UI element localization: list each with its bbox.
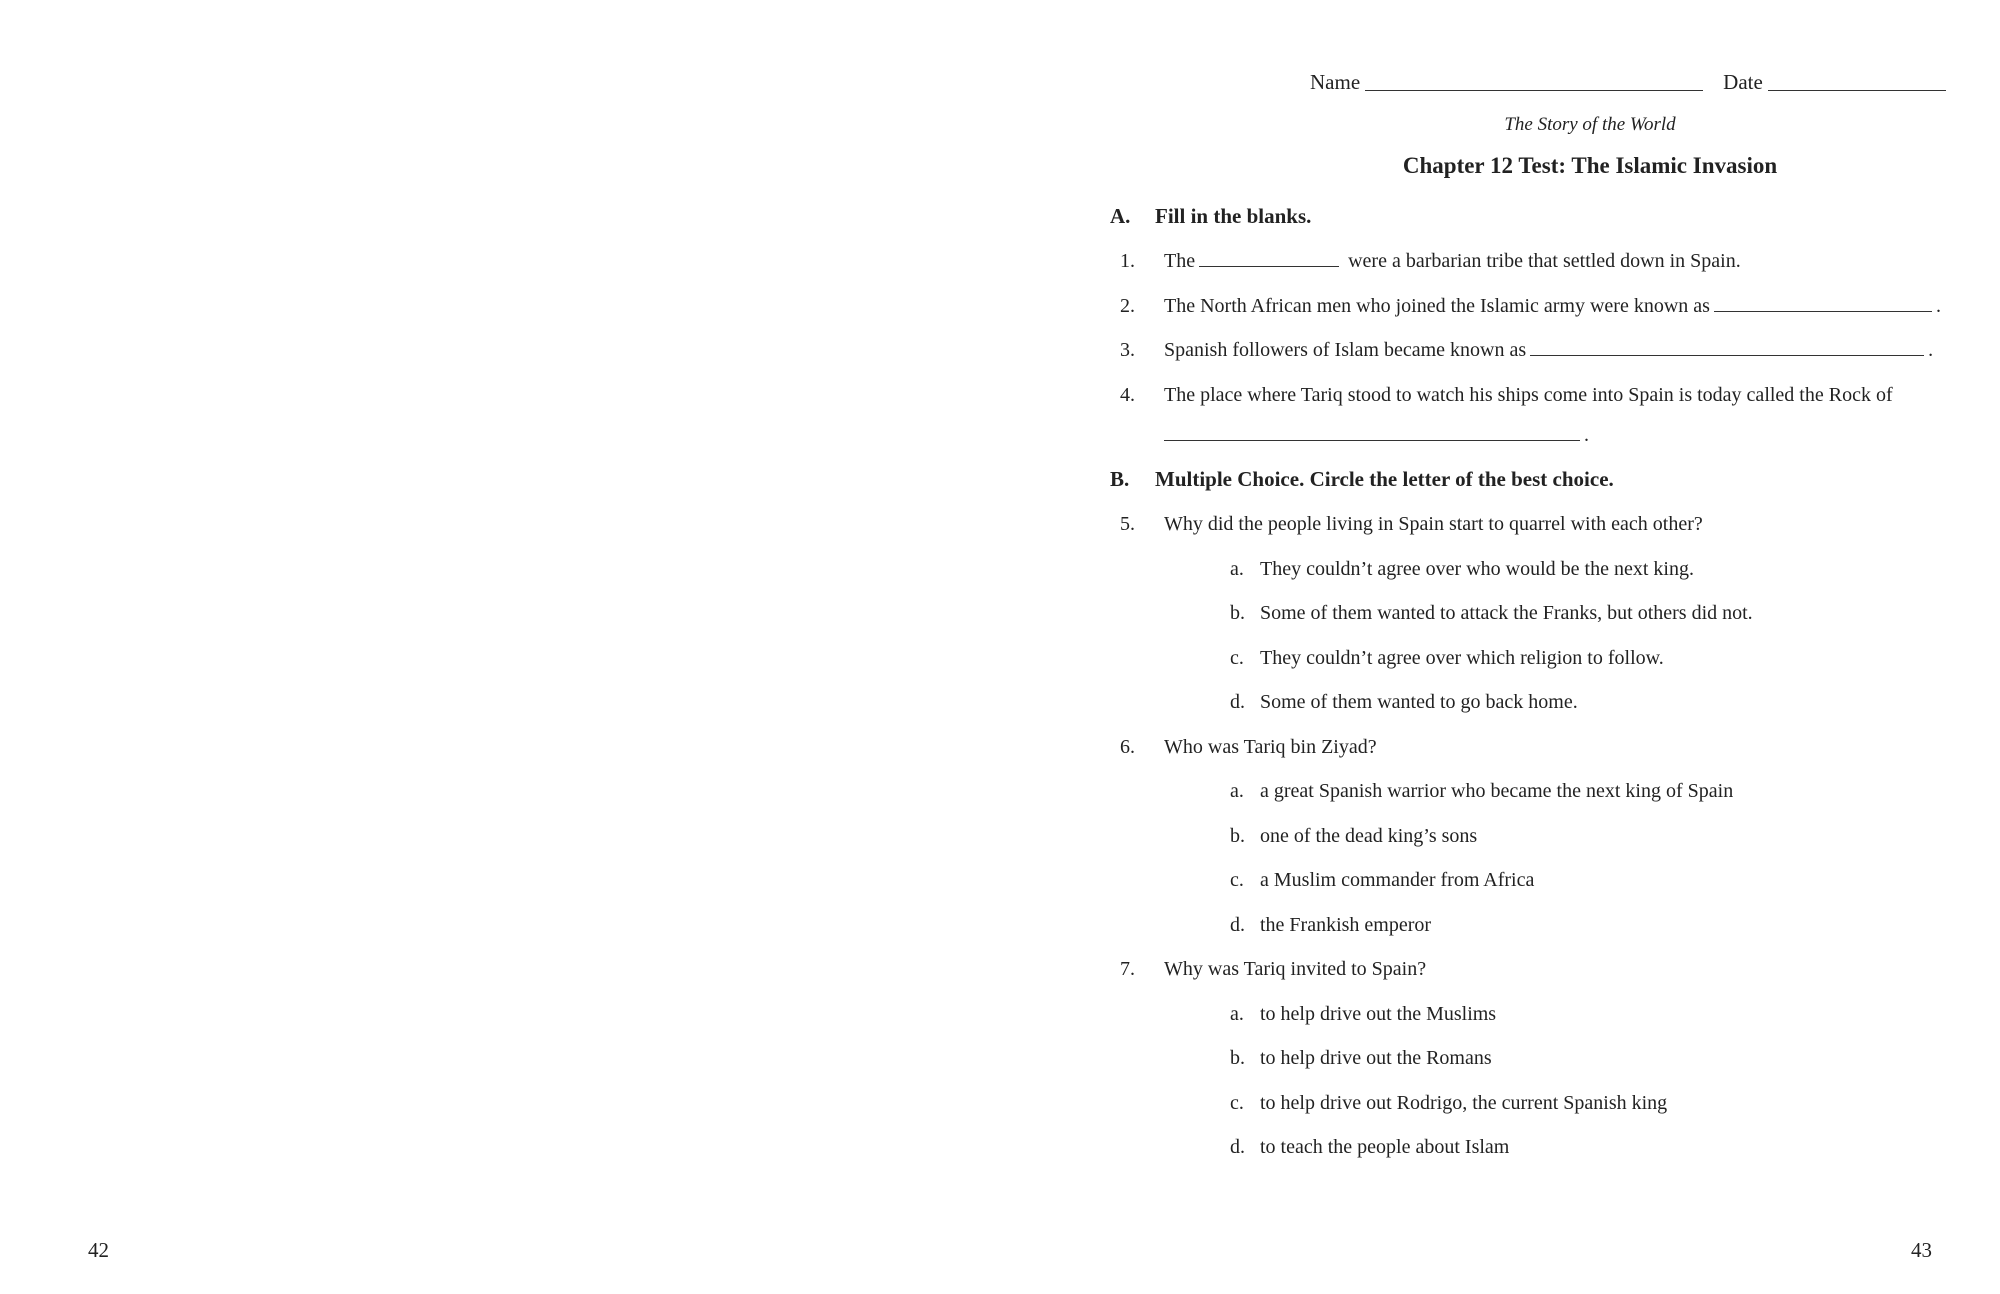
question-text-after: . [1935,295,1941,317]
question-text-before: The place where Tariq stood to watch his ships come into Spain is today called the Rock of [1164,384,1893,406]
choice-option[interactable] [1230,911,1431,939]
choice-text: Some of them wanted to go back home. [1260,691,1578,713]
name-date-line [1310,68,1940,98]
choice-letter: c. [1230,647,1244,669]
page-number-right: 43 [1911,1238,1932,1262]
section-letter: A. [1110,204,1131,228]
choice-letter: a. [1230,558,1244,580]
choice-letter: d. [1230,914,1245,936]
question-text-after: . [1584,424,1589,446]
question-text-before: The [1164,250,1196,272]
choice-text: to help drive out the Romans [1260,1047,1492,1069]
question-4-answer-line [1164,421,1589,449]
choice-text: to help drive out Rodrigo, the current Spanish king [1260,1092,1668,1114]
choice-text: to help drive out the Muslims [1260,1003,1497,1025]
answer-blank[interactable] [1199,248,1339,267]
answer-blank[interactable] [1164,422,1580,441]
choice-option[interactable] [1230,1089,1667,1117]
section-title: Fill in the blanks. [1155,204,1312,228]
choice-option[interactable] [1230,1000,1496,1028]
choice-letter: d. [1230,1136,1245,1158]
choice-option[interactable] [1230,688,1578,716]
section-letter: B. [1110,467,1130,491]
choice-option[interactable] [1230,555,1694,583]
question-number: 4. [1120,384,1135,406]
page-number-left: 42 [88,1238,109,1262]
answer-blank[interactable] [1714,293,1932,312]
choice-text: a great Spanish warrior who became the next king of Spain [1260,780,1734,802]
question-6 [1120,733,1377,761]
question-7 [1120,955,1426,983]
question-text: Why did the people living in Spain start to quarrel with each other? [1164,513,1703,535]
series-title: The Story of the World [1504,114,1676,135]
question-text-after: . [1928,339,1934,361]
section-b-heading [1110,465,1614,493]
section-a-heading [1110,202,1311,230]
choice-text: to teach the people about Islam [1260,1136,1510,1158]
question-text-before: The North African men who joined the Islamic army were known as [1164,295,1710,317]
question-text: Who was Tariq bin Ziyad? [1164,736,1377,758]
choice-letter: a. [1230,780,1244,802]
question-3 [1120,336,1933,364]
date-label: Date [1723,70,1763,94]
choice-letter: b. [1230,825,1245,847]
question-text: Why was Tariq invited to Spain? [1164,958,1427,980]
choice-option[interactable] [1230,599,1753,627]
choice-option[interactable] [1230,777,1733,805]
choice-text: one of the dead king’s sons [1260,825,1478,847]
choice-text: the Frankish emperor [1260,914,1432,936]
choice-letter: b. [1230,1047,1245,1069]
choice-option[interactable] [1230,644,1664,672]
question-number: 5. [1120,513,1135,535]
choice-letter: c. [1230,1092,1244,1114]
date-field[interactable] [1768,68,1946,91]
choice-letter: d. [1230,691,1245,713]
name-label: Name [1310,70,1361,94]
choice-text: They couldn’t agree over which religion to follow. [1260,647,1664,669]
chapter-title: Chapter 12 Test: The Islamic Invasion [1402,153,1778,178]
question-5 [1120,510,1703,538]
choice-text: a Muslim commander from Africa [1260,869,1535,891]
choice-option[interactable] [1230,1133,1509,1161]
answer-blank[interactable] [1530,337,1924,356]
question-number: 3. [1120,339,1135,361]
right-page [1000,0,2000,1294]
question-4 [1120,381,1893,409]
question-number: 1. [1120,250,1135,272]
question-text-before: Spanish followers of Islam became known as [1164,339,1527,361]
choice-option[interactable] [1230,822,1477,850]
question-number: 6. [1120,736,1135,758]
question-number: 7. [1120,958,1135,980]
question-text-after: were a barbarian tribe that settled down in Spain. [1343,250,1741,272]
choice-letter: b. [1230,602,1245,624]
choice-letter: a. [1230,1003,1244,1025]
choice-letter: c. [1230,869,1244,891]
choice-option[interactable] [1230,866,1534,894]
name-field[interactable] [1365,68,1703,91]
question-number: 2. [1120,295,1135,317]
question-2 [1120,292,1941,320]
section-title: Multiple Choice. Circle the letter of the best choice. [1155,467,1614,491]
question-1 [1120,247,1741,275]
choice-text: Some of them wanted to attack the Franks, but others did not. [1260,602,1753,624]
choice-option[interactable] [1230,1044,1492,1072]
choice-text: They couldn’t agree over who would be the next king. [1260,558,1694,580]
